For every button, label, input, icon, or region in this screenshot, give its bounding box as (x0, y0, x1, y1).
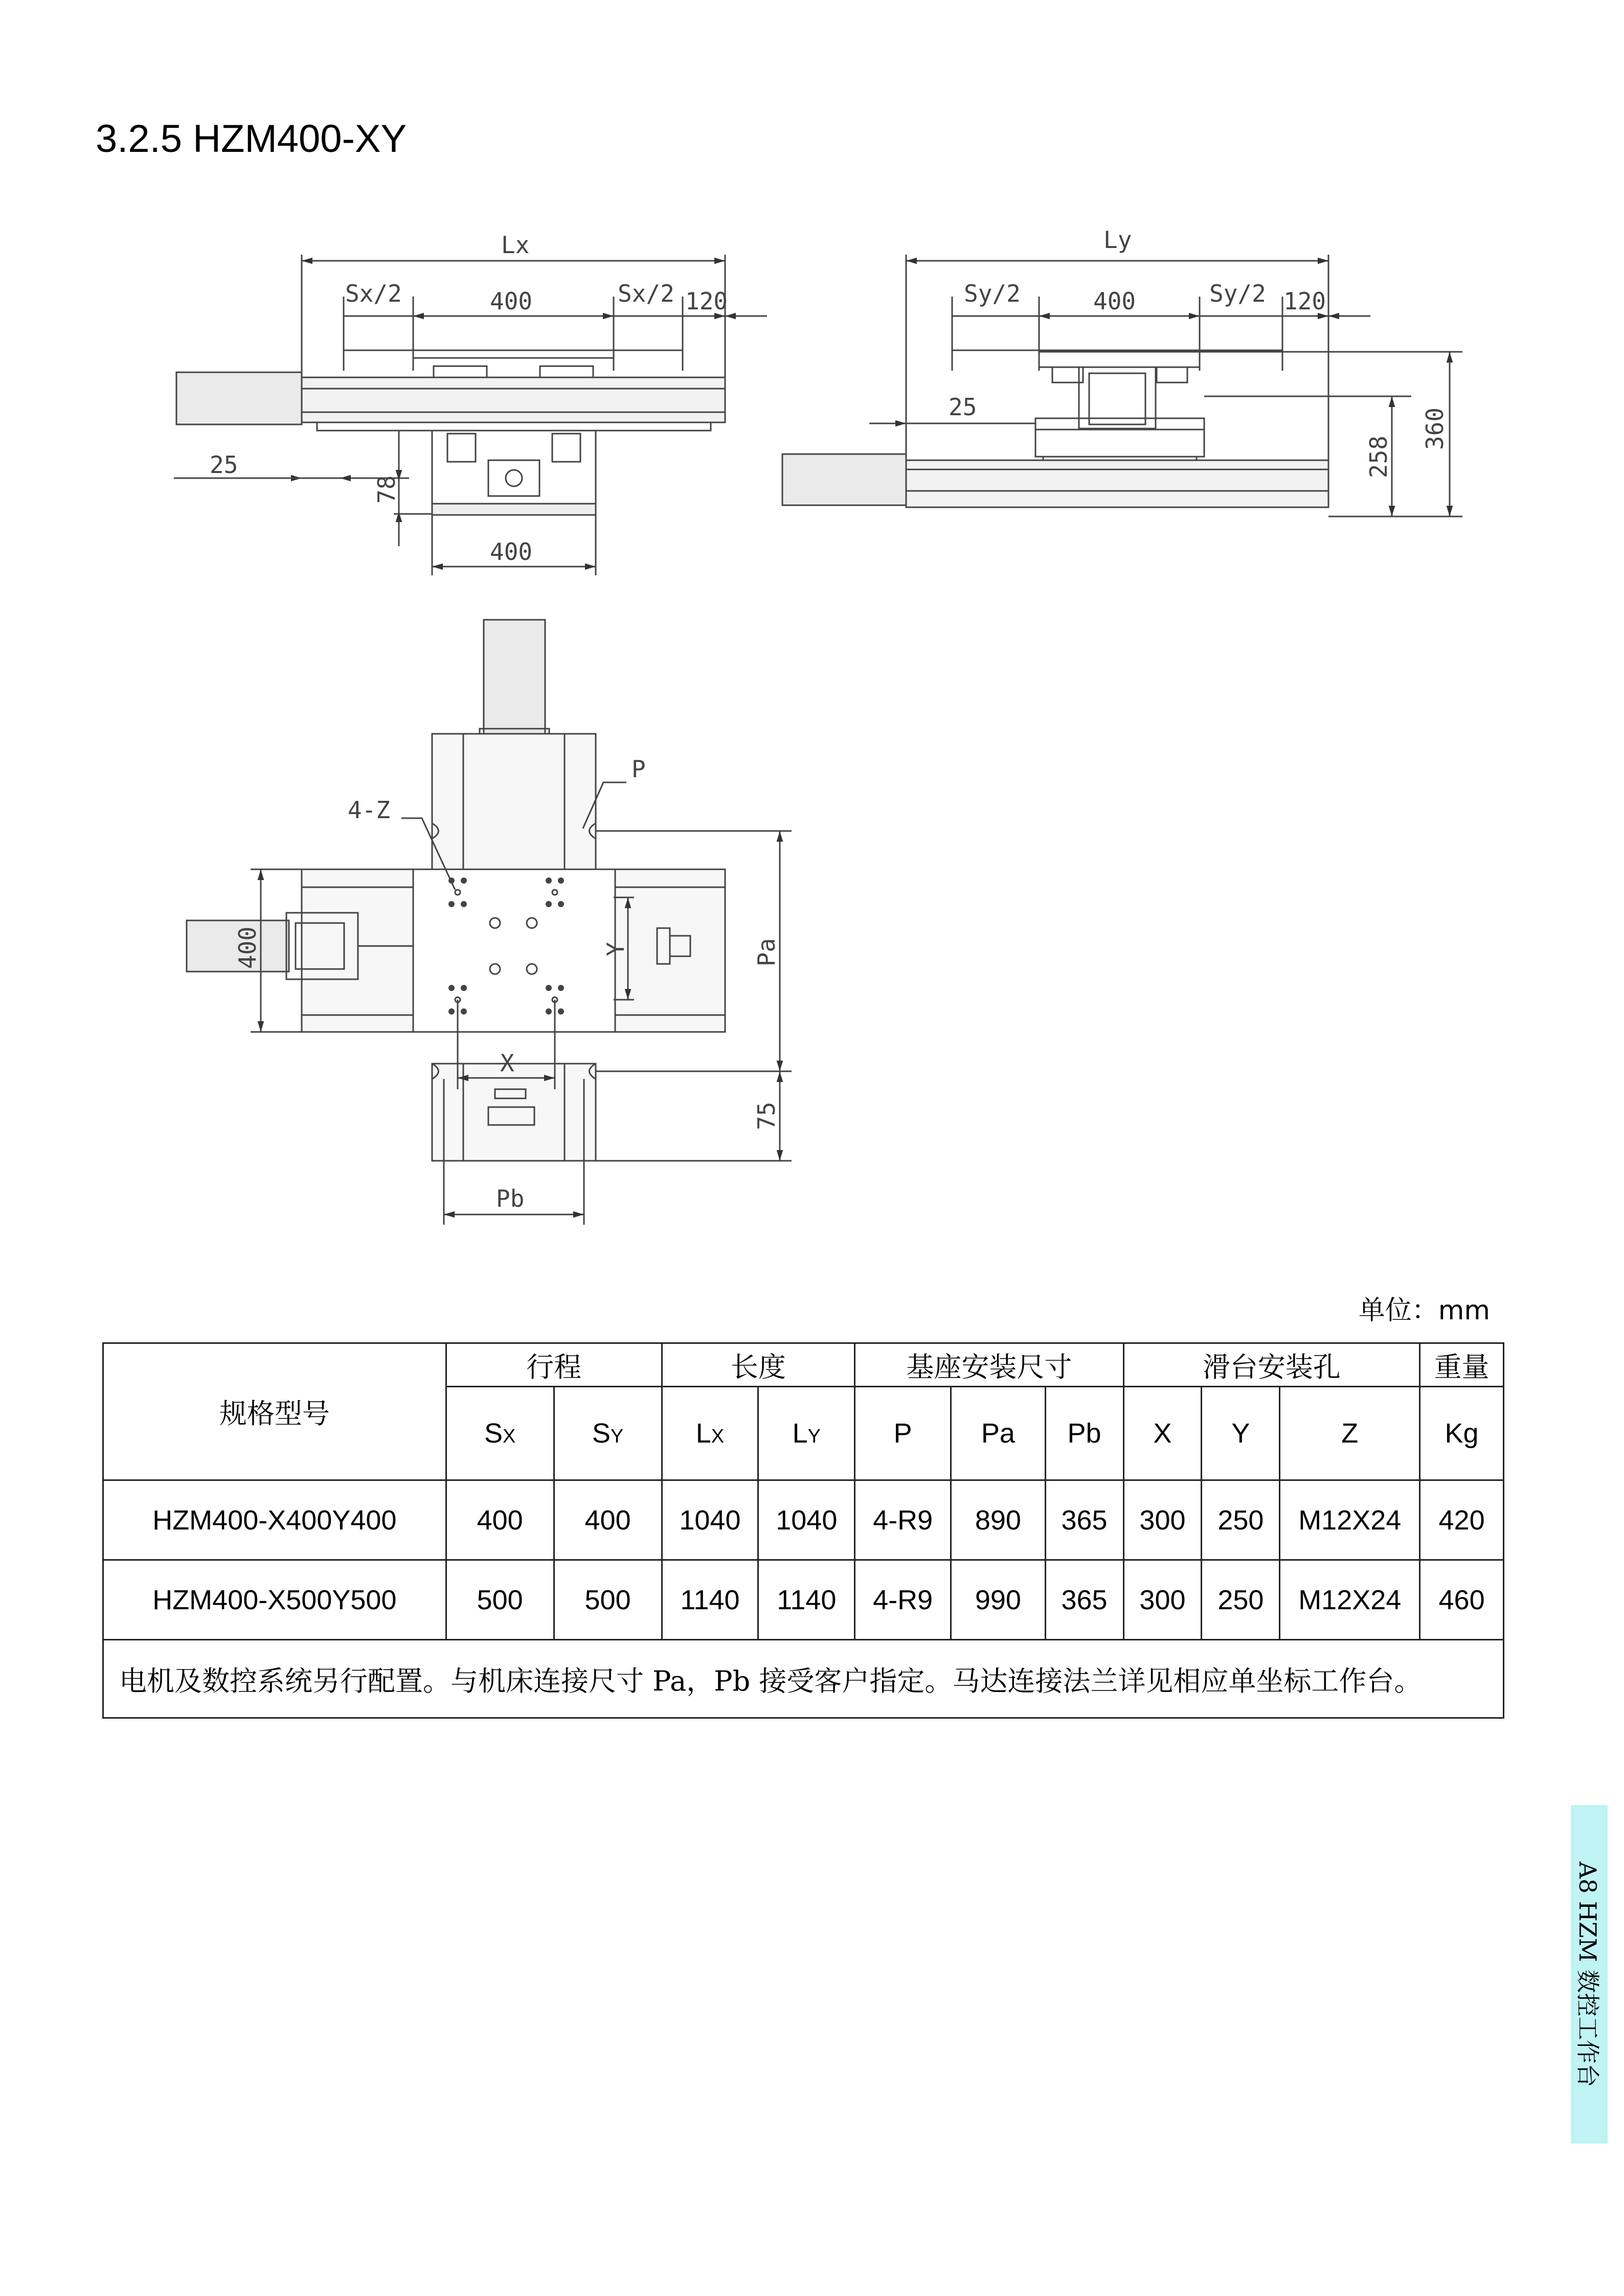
subheader-p: P (855, 1387, 951, 1480)
dim-400-top: 400 (234, 926, 261, 969)
dim-258: 258 (1365, 435, 1392, 478)
cell-sy: 500 (554, 1560, 662, 1640)
cell-lx: 1040 (662, 1480, 758, 1560)
subheader-kg: Kg (1420, 1387, 1504, 1480)
subheader-pb: Pb (1045, 1387, 1123, 1480)
cell-sx: 400 (446, 1480, 554, 1560)
dim-ly: Ly (1103, 226, 1132, 254)
dim-sx-left: Sx/2 (345, 280, 402, 307)
cell-model: HZM400-X500Y500 (103, 1560, 446, 1640)
dim-sy-left: Sy/2 (964, 280, 1021, 307)
header-base-mount: 基座安装尺寸 (855, 1343, 1123, 1387)
cell-z: M12X24 (1280, 1480, 1420, 1560)
subheader-x: X (1123, 1387, 1202, 1480)
dim-78: 78 (373, 475, 400, 504)
dim-360: 360 (1421, 407, 1449, 450)
cell-y: 250 (1202, 1480, 1280, 1560)
dim-25-front: 25 (210, 451, 238, 479)
cell-lx: 1140 (662, 1560, 758, 1640)
table-row (103, 1480, 1504, 1560)
cell-y: 250 (1202, 1560, 1280, 1640)
cell-sx: 500 (446, 1560, 554, 1640)
dim-400-front-bottom: 400 (490, 538, 533, 566)
dim-y: Y (602, 942, 629, 956)
dim-25-side: 25 (949, 393, 977, 421)
label-4z: 4-Z (348, 796, 391, 824)
cell-x: 300 (1123, 1560, 1202, 1640)
dim-sy-right: Sy/2 (1209, 280, 1266, 307)
page-title: 3.2.5 HZM400-XY (96, 117, 407, 161)
subheader-lx: LX (662, 1387, 758, 1480)
table-note: 电机及数控系统另行配置。与机床连接尺寸 Pa，Pb 接受客户指定。马达连接法兰详见相应单坐标工作台。 (103, 1640, 1504, 1718)
subheader-z: Z (1280, 1387, 1420, 1480)
header-stroke: 行程 (446, 1343, 662, 1387)
dim-sx-right: Sx/2 (618, 280, 674, 307)
cell-kg: 420 (1420, 1480, 1504, 1560)
cell-pb: 365 (1045, 1560, 1123, 1640)
cell-p: 4-R9 (855, 1560, 951, 1640)
side-tab (1571, 1805, 1608, 2144)
dim-pa: Pa (753, 938, 780, 966)
header-slide-mount: 滑台安装孔 (1123, 1343, 1420, 1387)
cell-x: 300 (1123, 1480, 1202, 1560)
cell-ly: 1040 (758, 1480, 855, 1560)
dim-pb: Pb (496, 1185, 525, 1212)
cell-pa: 890 (951, 1480, 1045, 1560)
cell-z: M12X24 (1280, 1560, 1420, 1640)
cell-model: HZM400-X400Y400 (103, 1480, 446, 1560)
label-p: P (631, 755, 646, 783)
cell-sy: 400 (554, 1480, 662, 1560)
header-model: 规格型号 (103, 1343, 446, 1480)
dim-120-side: 120 (1283, 287, 1326, 315)
table-row (103, 1560, 1504, 1640)
dim-400-side: 400 (1093, 287, 1136, 315)
dim-400-front: 400 (490, 287, 533, 315)
cell-pa: 990 (951, 1560, 1045, 1640)
dim-75: 75 (753, 1101, 780, 1130)
subheader-ly: LY (758, 1387, 855, 1480)
dim-lx: Lx (501, 231, 530, 259)
cell-pb: 365 (1045, 1480, 1123, 1560)
subheader-sx: SX (446, 1387, 554, 1480)
top-view (187, 620, 792, 1225)
subheader-pa: Pa (951, 1387, 1045, 1480)
header-weight: 重量 (1420, 1343, 1504, 1387)
subheader-sy: SY (554, 1387, 662, 1480)
cell-ly: 1140 (758, 1560, 855, 1640)
dim-120-front: 120 (685, 287, 728, 315)
spec-table (102, 1342, 1504, 1719)
dim-x: X (500, 1049, 514, 1077)
front-view (174, 255, 767, 575)
side-tab-label: A8 HZM 数控工作台 (1574, 1861, 1602, 2087)
subheader-y: Y (1202, 1387, 1280, 1480)
cell-p: 4-R9 (855, 1480, 951, 1560)
cell-kg: 460 (1420, 1560, 1504, 1640)
unit-label: 单位：mm (1358, 1295, 1490, 1326)
header-length: 长度 (662, 1343, 855, 1387)
